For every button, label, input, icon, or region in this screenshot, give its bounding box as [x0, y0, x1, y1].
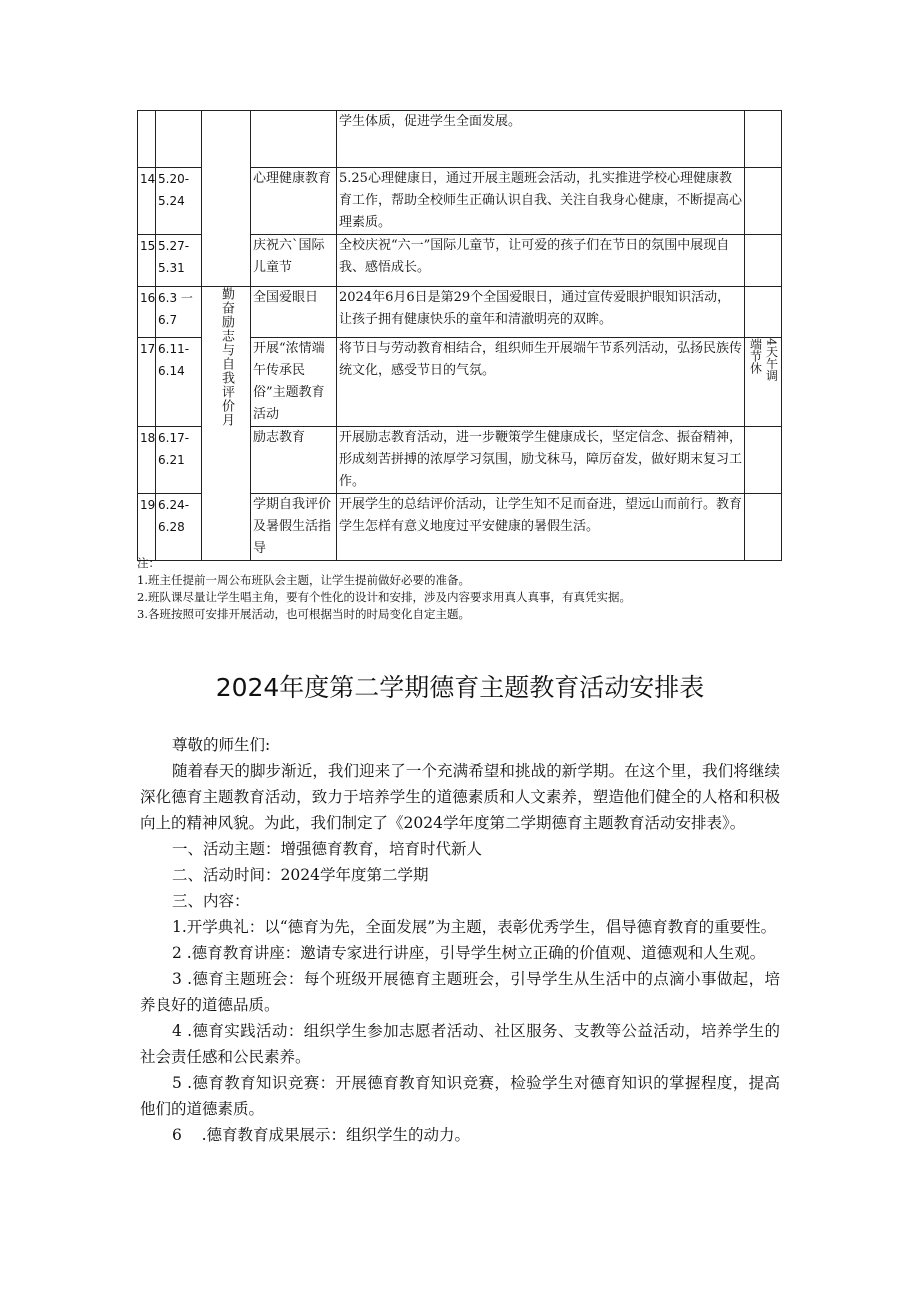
row-content: 5.25心理健康日，通过开展主题班会活动，扎实推进学校心理健康教育工作，帮助全校师生正确认识自我、关注自我身心健康，不断提高心理素质。: [337, 168, 745, 235]
holiday-note-a: 4天午调: [764, 338, 779, 382]
row-theme: 心理健康教育: [251, 168, 337, 235]
document-body: [140, 732, 780, 1148]
month-cell: [202, 287, 251, 561]
row-date: 6.3 一6.7: [156, 287, 202, 338]
row-date: 5.27-5.31: [156, 235, 202, 287]
note-cell: [745, 494, 782, 561]
row-number: 15: [138, 235, 156, 287]
row-theme: 励志教育: [251, 427, 337, 494]
row-content: 全校庆祝“六一”国际儿童节，让可爱的孩子们在节日的氛围中展现自我、感悟成长。: [337, 235, 745, 287]
content-item: 5 .德育教育知识竞赛：开展德育教育知识竞赛，检验学生对德育知识的掌握程度，提高他们的道德素质。: [140, 1074, 780, 1118]
row-number: 14: [138, 168, 156, 235]
content-item: 3 .德育主题班会：每个班级开展德育主题班会，引导学生从生活中的点滴小事做起，培养良好的道德品质。: [140, 970, 780, 1014]
note-cell: [745, 427, 782, 494]
row-number: 17: [138, 338, 156, 427]
row-theme: 庆祝六`国际儿童节: [251, 235, 337, 287]
content-item: 6 .德育教育成果展示：组织学生的动力。: [172, 1126, 470, 1144]
greeting: 尊敬的师生们:: [172, 736, 271, 754]
row-content: 开展励志教育活动，进一步鞭策学生健康成长，坚定信念、振奋精神，形成刻苦拼搏的浓厚学习氛围，励戈秣马，障厉奋发，做好期末复习工作。: [337, 427, 745, 494]
schedule-table: [137, 110, 782, 561]
note-cell: [745, 168, 782, 235]
row-content: 学生体质，促进学生全面发展。: [337, 111, 745, 168]
section-theme: 一、活动主题：增强德育教育，培育时代新人: [172, 840, 483, 858]
holiday-note-b: 端节休: [748, 338, 763, 374]
row-content: 将节日与劳动教育相结合，组织师生开展端午节系列活动，弘扬民族传统文化，感受节日的气氛。: [337, 338, 745, 427]
section-content-heading: 三、内容：: [172, 892, 250, 910]
content-item: 1.开学典礼：以“德育为先，全面发展”为主题，表彰优秀学生，倡导德育教育的重要性。: [172, 918, 777, 936]
table-row: [138, 111, 782, 168]
document-title: 2024年度第二学期德育主题教育活动安排表: [215, 673, 705, 702]
row-theme: [251, 111, 337, 168]
row-date: 6.17-6.21: [156, 427, 202, 494]
row-date: [156, 111, 202, 168]
table-notes: [137, 555, 817, 623]
month-cell-empty: [202, 111, 251, 287]
row-number: 18: [138, 427, 156, 494]
row-date: 6.11-6.14: [156, 338, 202, 427]
section-time: 二、活动时间：2024学年度第二学期: [172, 866, 429, 884]
note-item: 2.班队课尽量让学生唱主角，要有个性化的设计和安排，涉及内容要求用真人真事，有真凭实据。: [137, 590, 631, 604]
note-cell: [745, 287, 782, 338]
row-theme: 全国爱眼日: [251, 287, 337, 338]
row-theme: 开展“浓情端午传承民俗”主题教育活动: [251, 338, 337, 427]
table-row: [138, 287, 782, 338]
content-item: 4 .德育实践活动：组织学生参加志愿者活动、社区服务、支教等公益活动，培养学生的社会责任感和公民素养。: [140, 1022, 780, 1066]
content-item: 2 .德育教育讲座：邀请专家进行讲座，引导学生树立正确的价值观、道德观和人生观。: [172, 944, 766, 962]
row-number: [138, 111, 156, 168]
row-number: 19: [138, 494, 156, 561]
row-number: 16: [138, 287, 156, 338]
note-item: 1.班主任提前一周公布班队会主题，让学生提前做好必要的准备。: [137, 573, 470, 587]
row-content: 2024年6月6日是第29个全国爱眼日，通过宣传爱眼护眼知识活动，让孩子拥有健康快乐的童年和清澈明亮的双眸。: [337, 287, 745, 338]
row-theme: 学期自我评价及暑假生活指导: [251, 494, 337, 561]
intro-paragraph: 随着春天的脚步渐近，我们迎来了一个充满希望和挑战的新学期。在这个里，我们将继续深化德育主题教育活动，致力于培养学生的道德素质和人文素养，塑造他们健全的人格和积极向上的精神风貌。为此，我们制定了《2024学年度第二学期德育主题教育活动安排表》。: [140, 762, 780, 832]
row-content: 开展学生的总结评价活动，让学生知不足而奋进，望远山而前行。教育学生怎样有意义地度过平安健康的暑假生活。: [337, 494, 745, 561]
note-cell: [745, 111, 782, 168]
note-cell: [745, 235, 782, 287]
note-item: 3.各班按照可安排开展活动，也可根据当时的时局变化自定主题。: [137, 607, 470, 621]
row-date: 6.24-6.28: [156, 494, 202, 561]
notes-heading: 注：: [137, 556, 160, 570]
row-date: 5.20-5.24: [156, 168, 202, 235]
month-label: 勤奋励志与自我评价月: [219, 287, 234, 427]
holiday-note-cell: [745, 338, 782, 427]
